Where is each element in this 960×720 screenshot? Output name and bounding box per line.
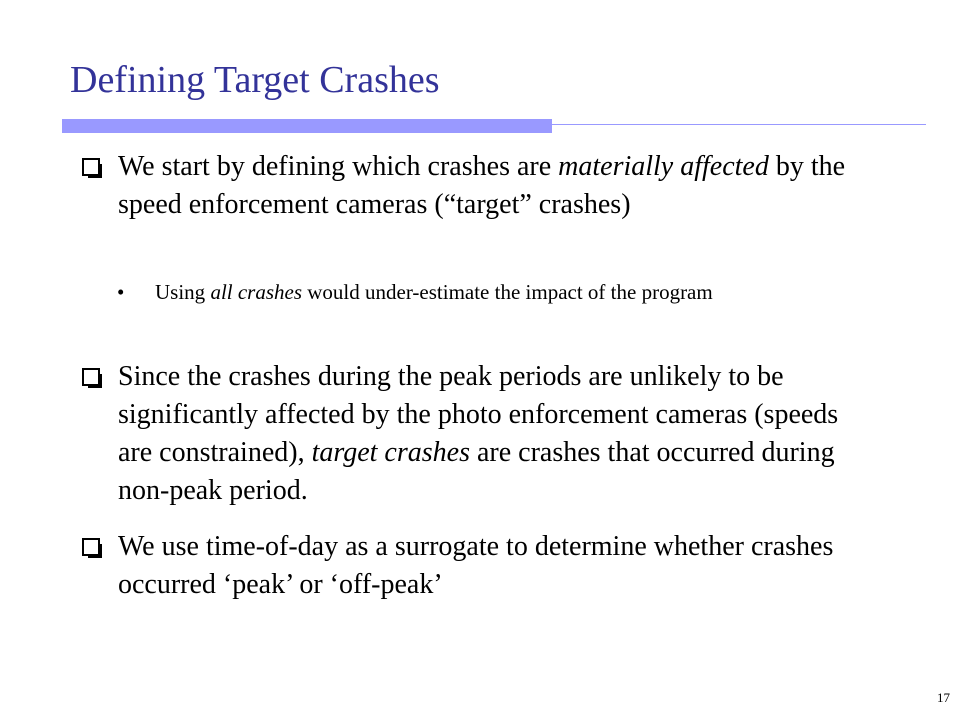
title-underline-thin: [552, 124, 926, 125]
bullet-3-text: We use time-of-day as a surrogate to determine whether crashes occurred ‘peak’ or ‘off-peak’: [118, 531, 834, 600]
bullet-2-text: Since the crashes during the peak periods are unlikely to be significantly affected by the photo enforcement cameras (speeds are constrained), target crashes are crashes that occurred during non-peak period.: [118, 361, 839, 506]
checkbox-bullet-icon: [82, 368, 100, 386]
bullet-dot-icon: •: [117, 280, 125, 304]
bullet-3: [82, 528, 862, 604]
bullet-2: [82, 358, 862, 510]
title-underline: [62, 119, 926, 133]
sub-bullet-1: [117, 277, 857, 308]
page-number: 17: [937, 690, 950, 705]
bullet-1: [82, 148, 862, 224]
checkbox-bullet-icon: [82, 158, 100, 176]
bullet-1-text: We start by defining which crashes are materially affected by the speed enforcement cameras (“target” crashes): [118, 151, 846, 220]
title-underline-thick: [62, 119, 552, 133]
slide-title: Defining Target Crashes: [70, 59, 440, 101]
sub-bullet-1-text: Using all crashes would under-estimate the impact of the program: [155, 280, 713, 304]
checkbox-bullet-icon: [82, 538, 100, 556]
